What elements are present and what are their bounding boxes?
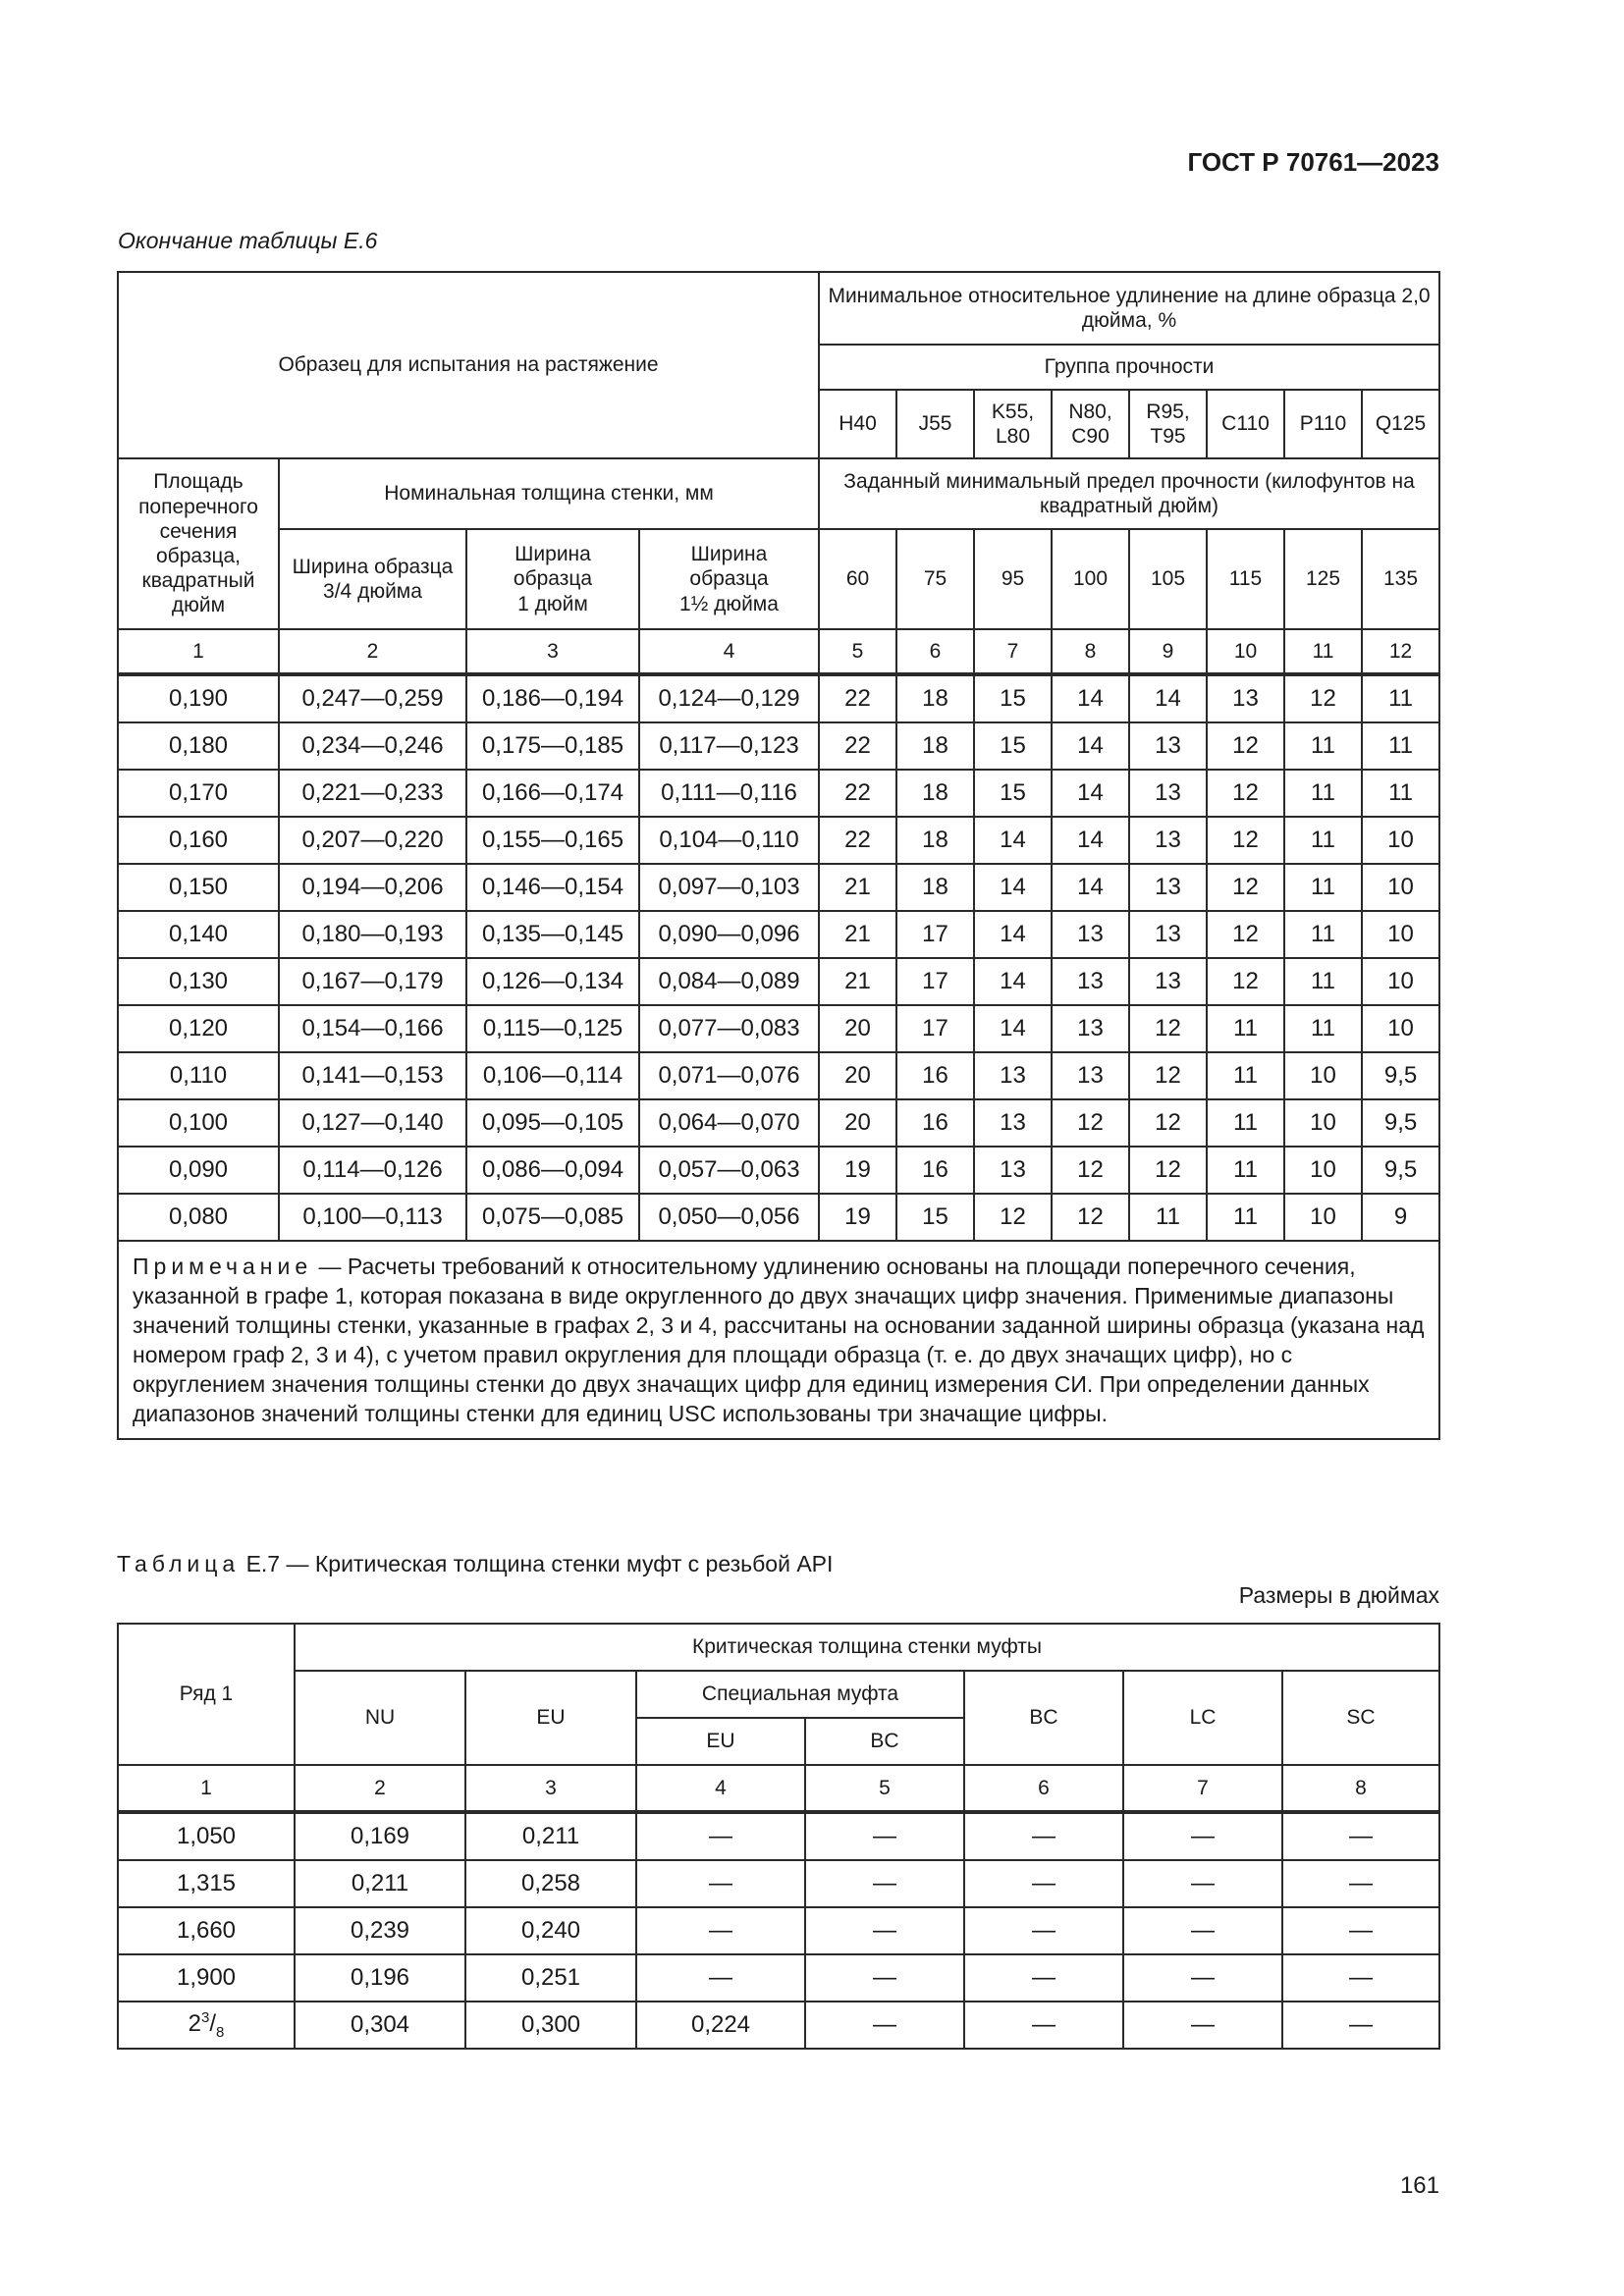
lc-header: LC — [1123, 1671, 1282, 1765]
table-cell: 10 — [1284, 1052, 1362, 1099]
specimen-header: Образец для испытания на растяжение — [118, 272, 819, 458]
column-number-cell: 12 — [1362, 629, 1439, 674]
column-number-cell: 7 — [1123, 1765, 1282, 1812]
table-cell: 11 — [1362, 770, 1439, 817]
table-cell: 13 — [1052, 1052, 1129, 1099]
table-cell: 11 — [1207, 1099, 1284, 1147]
table-cell: 13 — [974, 1099, 1052, 1147]
table-cell: 11 — [1284, 817, 1362, 864]
table-cell: 12 — [1129, 1052, 1207, 1099]
note-label: Примечание — [133, 1254, 313, 1279]
table-cell: 1,660 — [118, 1907, 295, 1954]
table-cell: 0,095—0,105 — [466, 1099, 639, 1147]
table-cell: 21 — [819, 958, 896, 1005]
table-cell: 22 — [819, 817, 896, 864]
table-cell: 13 — [1052, 958, 1129, 1005]
table-cell: 0,211 — [465, 1812, 636, 1860]
table-cell: 11 — [1207, 1194, 1284, 1241]
table-e7 — [117, 1623, 1440, 2050]
table-cell: 10 — [1284, 1147, 1362, 1194]
table-row — [118, 1860, 1439, 1907]
table-cell: 0,194—0,206 — [279, 864, 466, 911]
table-cell: 9,5 — [1362, 1099, 1439, 1147]
table-cell: 13 — [1129, 958, 1207, 1005]
table-cell: 20 — [819, 1005, 896, 1052]
table-row — [118, 1147, 1439, 1194]
specimen-width-header: Ширина образца 3/4 дюйма — [279, 529, 466, 629]
table-cell: 19 — [819, 1194, 896, 1241]
table-row — [118, 770, 1439, 817]
grade-header-cell: N80, C90 — [1052, 390, 1129, 458]
table-e7-title-prefix: Таблица — [117, 1551, 241, 1576]
strength-value-cell: 115 — [1207, 529, 1284, 629]
table-cell: 0,124—0,129 — [639, 674, 819, 722]
table-cell: 0,300 — [465, 2002, 636, 2049]
table-cell: 10 — [1284, 1194, 1362, 1241]
table-cell: 12 — [1129, 1099, 1207, 1147]
table-cell: 9 — [1362, 1194, 1439, 1241]
table-cell: 11 — [1362, 674, 1439, 722]
grade-header-cell: Q125 — [1362, 390, 1439, 458]
table-cell: 15 — [974, 770, 1052, 817]
table-cell: 0,075—0,085 — [466, 1194, 639, 1241]
table-cell: 14 — [974, 864, 1052, 911]
table-cell: 17 — [896, 958, 974, 1005]
strength-value-cell: 105 — [1129, 529, 1207, 629]
table-cell: 0,100—0,113 — [279, 1194, 466, 1241]
table-cell: 12 — [1207, 817, 1284, 864]
table-cell: 19 — [819, 1147, 896, 1194]
table-cell: 13 — [1129, 770, 1207, 817]
column-number-cell: 11 — [1284, 629, 1362, 674]
table-cell: 12 — [1207, 911, 1284, 958]
table-cell: — — [636, 1812, 805, 1860]
table-cell: 0,186—0,194 — [466, 674, 639, 722]
column-number-cell: 8 — [1052, 629, 1129, 674]
table-cell: 0,050—0,056 — [639, 1194, 819, 1241]
column-number-cell: 3 — [466, 629, 639, 674]
table-cell: 0,304 — [295, 2002, 465, 2049]
grade-group-header: Группа прочности — [819, 345, 1439, 390]
column-number-cell: 4 — [639, 629, 819, 674]
table-cell: — — [805, 1812, 964, 1860]
table-row — [118, 1907, 1439, 1954]
table-cell: 14 — [974, 1005, 1052, 1052]
table-cell: 18 — [896, 674, 974, 722]
table-cell: 0,106—0,114 — [466, 1052, 639, 1099]
table-cell: 11 — [1362, 722, 1439, 770]
table-row — [118, 1005, 1439, 1052]
table-cell: 10 — [1362, 958, 1439, 1005]
table-cell: — — [805, 1954, 964, 2002]
table-cell: 0,240 — [465, 1907, 636, 1954]
table-cell: 13 — [974, 1147, 1052, 1194]
table-cell: 0,100 — [118, 1099, 279, 1147]
table-cell: 11 — [1284, 864, 1362, 911]
table-cell: 10 — [1284, 1099, 1362, 1147]
table-cell: 14 — [1052, 864, 1129, 911]
table-cell: 12 — [1052, 1099, 1129, 1147]
table-cell: 13 — [1129, 864, 1207, 911]
table-cell: 14 — [1052, 722, 1129, 770]
table-cell: 0,130 — [118, 958, 279, 1005]
table-cell: 13 — [1207, 674, 1284, 722]
table-cell: 0,234—0,246 — [279, 722, 466, 770]
table-cell: 11 — [1207, 1005, 1284, 1052]
specimen-width-header: Ширина образца 1½ дюйма — [639, 529, 819, 629]
table-cell: — — [1123, 1860, 1282, 1907]
column-number-cell: 2 — [279, 629, 466, 674]
table-cell: 0,160 — [118, 817, 279, 864]
table-cell: 12 — [1284, 674, 1362, 722]
table-cell: 0,150 — [118, 864, 279, 911]
grade-header-cell: K55, L80 — [974, 390, 1052, 458]
table-cell: 0,114—0,126 — [279, 1147, 466, 1194]
table-row — [118, 674, 1439, 722]
table-cell: — — [636, 1860, 805, 1907]
column-number-cell: 6 — [964, 1765, 1123, 1812]
table-cell: — — [1123, 2002, 1282, 2049]
table-cell: 0,169 — [295, 1812, 465, 1860]
table-cell: — — [805, 2002, 964, 2049]
eu-header: EU — [465, 1671, 636, 1765]
specimen-width-header: Ширина образца 1 дюйм — [466, 529, 639, 629]
special-coupling-header: Специальная муфта — [636, 1671, 964, 1718]
table-row — [118, 864, 1439, 911]
table-cell: 17 — [896, 1005, 974, 1052]
table-cell: — — [1282, 1860, 1439, 1907]
table-cell: 0,180—0,193 — [279, 911, 466, 958]
table-cell: 0,239 — [295, 1907, 465, 1954]
table-cell: 9,5 — [1362, 1147, 1439, 1194]
table-cell: 20 — [819, 1099, 896, 1147]
column-number-cell: 6 — [896, 629, 974, 674]
table-cell: 12 — [1129, 1147, 1207, 1194]
table-cell: 21 — [819, 864, 896, 911]
table-cell: 14 — [1052, 817, 1129, 864]
table-cell: 12 — [1207, 770, 1284, 817]
table-row — [118, 1954, 1439, 2002]
elongation-header: Минимальное относительное удлинение на длине образца 2,0 дюйма, % — [819, 272, 1439, 345]
table-row — [118, 958, 1439, 1005]
table-cell: — — [964, 1907, 1123, 1954]
table-cell: — — [1123, 1812, 1282, 1860]
table-cell: 13 — [1052, 1005, 1129, 1052]
table-cell: — — [964, 2002, 1123, 2049]
table-cell: 0,090—0,096 — [639, 911, 819, 958]
table-row — [118, 817, 1439, 864]
table-cell: 14 — [974, 958, 1052, 1005]
table-cell: 15 — [974, 722, 1052, 770]
strength-value-cell: 135 — [1362, 529, 1439, 629]
row-size-header: Ряд 1 — [118, 1624, 295, 1765]
table-cell: 21 — [819, 911, 896, 958]
table-e7-title-text: Е.7 — Критическая толщина стенки муфт с резьбой API — [240, 1551, 834, 1576]
table-cell: 9,5 — [1362, 1052, 1439, 1099]
column-number-cell: 2 — [295, 1765, 465, 1812]
table-cell: 18 — [896, 770, 974, 817]
table-cell: 18 — [896, 864, 974, 911]
table-cell: 14 — [1129, 674, 1207, 722]
critical-thickness-header: Критическая толщина стенки муфты — [295, 1624, 1439, 1671]
table-cell: 13 — [1052, 911, 1129, 958]
table-cell: 0,097—0,103 — [639, 864, 819, 911]
table-cell: 0,247—0,259 — [279, 674, 466, 722]
table-cell: 0,127—0,140 — [279, 1099, 466, 1147]
table-cell: 12 — [1207, 722, 1284, 770]
table-cell: 11 — [1284, 958, 1362, 1005]
table-cell: 20 — [819, 1052, 896, 1099]
table-cell: — — [1123, 1954, 1282, 2002]
table-cell: 1,315 — [118, 1860, 295, 1907]
special-bc-header: BC — [805, 1718, 964, 1765]
table-cell: 11 — [1129, 1194, 1207, 1241]
table-e7-units-note: Размеры в дюймах — [1238, 1582, 1439, 1608]
special-eu-header: EU — [636, 1718, 805, 1765]
table-cell: 0,258 — [465, 1860, 636, 1907]
table-cell: 12 — [1207, 864, 1284, 911]
table-cell: 0,155—0,165 — [466, 817, 639, 864]
table-cell: 22 — [819, 770, 896, 817]
grade-header-cell: R95, T95 — [1129, 390, 1207, 458]
table-cell: 12 — [1207, 958, 1284, 1005]
column-number-cell: 5 — [819, 629, 896, 674]
column-number-cell: 1 — [118, 1765, 295, 1812]
note-text: — Расчеты требований к относительному удлинению основаны на площади поперечного сечения, указанной в графе 1, которая показана в виде округленного до двух значащих цифр значения. Применимые диапазоны значений толщины стенки, указанные в графах 2, 3 и 4, рассчитаны на основании заданной ширины образца (указана над номером граф 2, 3 и 4), с учетом правил округления для площади образца (т. е. до двух значащих цифр), но с округлением значения толщины стенки до двух значащих цифр для единиц измерения СИ. При определении данных диапазонов значений толщины стенки для единиц USC использованы три значащие цифры. — [133, 1254, 1425, 1426]
strength-header: Заданный минимальный предел прочности (килофунтов на квадратный дюйм) — [819, 458, 1439, 529]
grade-header-cell: H40 — [819, 390, 896, 458]
table-cell: 0,224 — [636, 2002, 805, 2049]
wall-thickness-header: Номинальная толщина стенки, мм — [279, 458, 819, 529]
table-cell: 15 — [974, 674, 1052, 722]
table-cell: — — [1123, 1907, 1282, 1954]
column-number-cell: 4 — [636, 1765, 805, 1812]
table-cell: 13 — [1129, 911, 1207, 958]
table-cell: 0,221—0,233 — [279, 770, 466, 817]
table-cell: 10 — [1362, 864, 1439, 911]
table-cell: 22 — [819, 722, 896, 770]
table-cell: 11 — [1207, 1052, 1284, 1099]
column-number-cell: 7 — [974, 629, 1052, 674]
table-row — [118, 911, 1439, 958]
table-cell: 18 — [896, 817, 974, 864]
table-cell: 0,090 — [118, 1147, 279, 1194]
table-cell: 0,141—0,153 — [279, 1052, 466, 1099]
grade-header-cell: J55 — [896, 390, 974, 458]
table-cell: 0,071—0,076 — [639, 1052, 819, 1099]
table-row — [118, 1052, 1439, 1099]
table-cell: 0,111—0,116 — [639, 770, 819, 817]
table-cell: 0,115—0,125 — [466, 1005, 639, 1052]
table-cell: 1,050 — [118, 1812, 295, 1860]
table-cell: 0,251 — [465, 1954, 636, 2002]
table-row — [118, 722, 1439, 770]
bc-header: BC — [964, 1671, 1123, 1765]
table-cell: 15 — [896, 1194, 974, 1241]
table-cell: 0,110 — [118, 1052, 279, 1099]
table-cell: 0,146—0,154 — [466, 864, 639, 911]
table-cell: 18 — [896, 722, 974, 770]
table-cell: 16 — [896, 1052, 974, 1099]
table-cell: 13 — [974, 1052, 1052, 1099]
document-id: ГОСТ Р 70761—2023 — [1187, 147, 1439, 177]
table-cell: 0,057—0,063 — [639, 1147, 819, 1194]
table-continuation-caption: Окончание таблицы Е.6 — [118, 228, 378, 253]
table-cell: 0,086—0,094 — [466, 1147, 639, 1194]
table-cell: — — [636, 1907, 805, 1954]
table-note — [118, 1241, 1439, 1439]
table-cell: 11 — [1284, 722, 1362, 770]
column-number-cell: 3 — [465, 1765, 636, 1812]
table-cell: 14 — [1052, 770, 1129, 817]
table-cell: — — [964, 1954, 1123, 2002]
table-cell: 0,167—0,179 — [279, 958, 466, 1005]
table-cell: $2^3/_8$ — [118, 2002, 295, 2049]
table-cell: 12 — [1052, 1194, 1129, 1241]
table-cell: 0,077—0,083 — [639, 1005, 819, 1052]
table-cell: 0,084—0,089 — [639, 958, 819, 1005]
column-number-cell: 1 — [118, 629, 279, 674]
table-cell: 0,166—0,174 — [466, 770, 639, 817]
table-cell: 0,196 — [295, 1954, 465, 2002]
table-cell: — — [964, 1812, 1123, 1860]
table-cell: 0,104—0,110 — [639, 817, 819, 864]
strength-value-cell: 75 — [896, 529, 974, 629]
table-cell: 0,211 — [295, 1860, 465, 1907]
table-cell: 16 — [896, 1147, 974, 1194]
table-cell: 13 — [1129, 722, 1207, 770]
table-cell: — — [805, 1860, 964, 1907]
table-cell: 11 — [1284, 911, 1362, 958]
table-cell: — — [636, 1954, 805, 2002]
strength-value-cell: 125 — [1284, 529, 1362, 629]
table-cell: — — [1282, 1954, 1439, 2002]
table-cell: — — [1282, 2002, 1439, 2049]
table-cell: — — [1282, 1812, 1439, 1860]
column-number-cell: 8 — [1282, 1765, 1439, 1812]
table-cell: 14 — [1052, 674, 1129, 722]
table-e6 — [117, 271, 1440, 1440]
grade-header-cell: P110 — [1284, 390, 1362, 458]
strength-value-cell: 95 — [974, 529, 1052, 629]
table-cell: 0,190 — [118, 674, 279, 722]
table-cell: 16 — [896, 1099, 974, 1147]
table-cell: 17 — [896, 911, 974, 958]
table-cell: 11 — [1284, 770, 1362, 817]
table-cell: 0,120 — [118, 1005, 279, 1052]
table-row — [118, 1099, 1439, 1147]
column-number-cell: 5 — [805, 1765, 964, 1812]
table-cell: — — [805, 1907, 964, 1954]
table-cell: 0,126—0,134 — [466, 958, 639, 1005]
table-cell: 1,900 — [118, 1954, 295, 2002]
table-cell: 10 — [1362, 817, 1439, 864]
table-cell: 12 — [1129, 1005, 1207, 1052]
table-cell: 10 — [1362, 911, 1439, 958]
table-cell: 13 — [1129, 817, 1207, 864]
table-cell: 11 — [1207, 1147, 1284, 1194]
table-cell: 0,170 — [118, 770, 279, 817]
table-cell: 14 — [974, 817, 1052, 864]
table-cell: — — [964, 1860, 1123, 1907]
table-cell: 12 — [974, 1194, 1052, 1241]
table-cell: 0,175—0,185 — [466, 722, 639, 770]
table-cell: 0,064—0,070 — [639, 1099, 819, 1147]
table-row — [118, 1812, 1439, 1860]
table-cell: 0,135—0,145 — [466, 911, 639, 958]
table-e7-title — [117, 1551, 833, 1577]
table-cell: 0,080 — [118, 1194, 279, 1241]
table-cell: 0,117—0,123 — [639, 722, 819, 770]
table-cell: 0,154—0,166 — [279, 1005, 466, 1052]
table-cell: 0,180 — [118, 722, 279, 770]
strength-value-cell: 100 — [1052, 529, 1129, 629]
strength-value-cell: 60 — [819, 529, 896, 629]
nu-header: NU — [295, 1671, 465, 1765]
table-cell: 14 — [974, 911, 1052, 958]
table-row — [118, 2002, 1439, 2049]
area-header: Площадь поперечного сечения образца, квадратный дюйм — [118, 458, 279, 629]
column-number-cell: 10 — [1207, 629, 1284, 674]
table-cell: 12 — [1052, 1147, 1129, 1194]
table-cell: 11 — [1284, 1005, 1362, 1052]
page-number: 161 — [1399, 2172, 1439, 2199]
table-row — [118, 1194, 1439, 1241]
table-cell: 10 — [1362, 1005, 1439, 1052]
table-cell: 22 — [819, 674, 896, 722]
column-number-cell: 9 — [1129, 629, 1207, 674]
table-cell: — — [1282, 1907, 1439, 1954]
sc-header: SC — [1282, 1671, 1439, 1765]
table-cell: 0,140 — [118, 911, 279, 958]
table-cell: 0,207—0,220 — [279, 817, 466, 864]
grade-header-cell: C110 — [1207, 390, 1284, 458]
